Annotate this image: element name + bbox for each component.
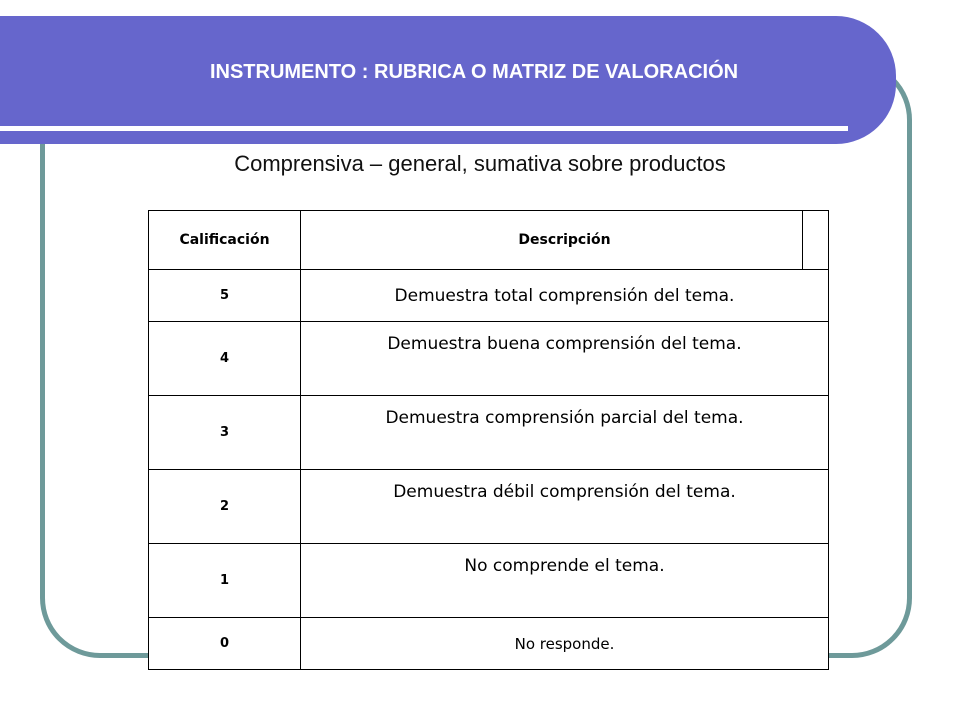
- column-header-grade: Calificación: [149, 211, 301, 270]
- table-row: [149, 396, 829, 470]
- column-header-description: [301, 211, 829, 270]
- table-row: [149, 544, 829, 618]
- table-header-row: [149, 211, 829, 270]
- grade-cell: 4: [149, 322, 301, 396]
- rubric-table: [148, 210, 829, 670]
- description-cell: No comprende el tema.: [301, 544, 829, 618]
- description-cell: No responde.: [301, 618, 829, 670]
- grade-cell: 0: [149, 618, 301, 670]
- grade-cell: 1: [149, 544, 301, 618]
- grade-cell: 3: [149, 396, 301, 470]
- description-cell: Demuestra total comprensión del tema.: [301, 270, 829, 322]
- table-row: [149, 618, 829, 670]
- page-title: INSTRUMENTO : RUBRICA O MATRIZ DE VALORACIÓN: [209, 61, 739, 83]
- grade-cell: 2: [149, 470, 301, 544]
- banner-divider: [0, 126, 848, 131]
- description-cell: Demuestra comprensión parcial del tema.: [301, 396, 829, 470]
- table-row: [149, 322, 829, 396]
- column-header-description-label: Descripción: [518, 232, 611, 248]
- table-row: [149, 470, 829, 544]
- description-cell: Demuestra buena comprensión del tema.: [301, 322, 829, 396]
- grade-cell: 5: [149, 270, 301, 322]
- description-cell: Demuestra débil comprensión del tema.: [301, 470, 829, 544]
- table-row: [149, 270, 829, 322]
- header-extra-cell: [802, 211, 828, 269]
- page-subtitle: Comprensiva – general, sumativa sobre productos: [234, 151, 726, 176]
